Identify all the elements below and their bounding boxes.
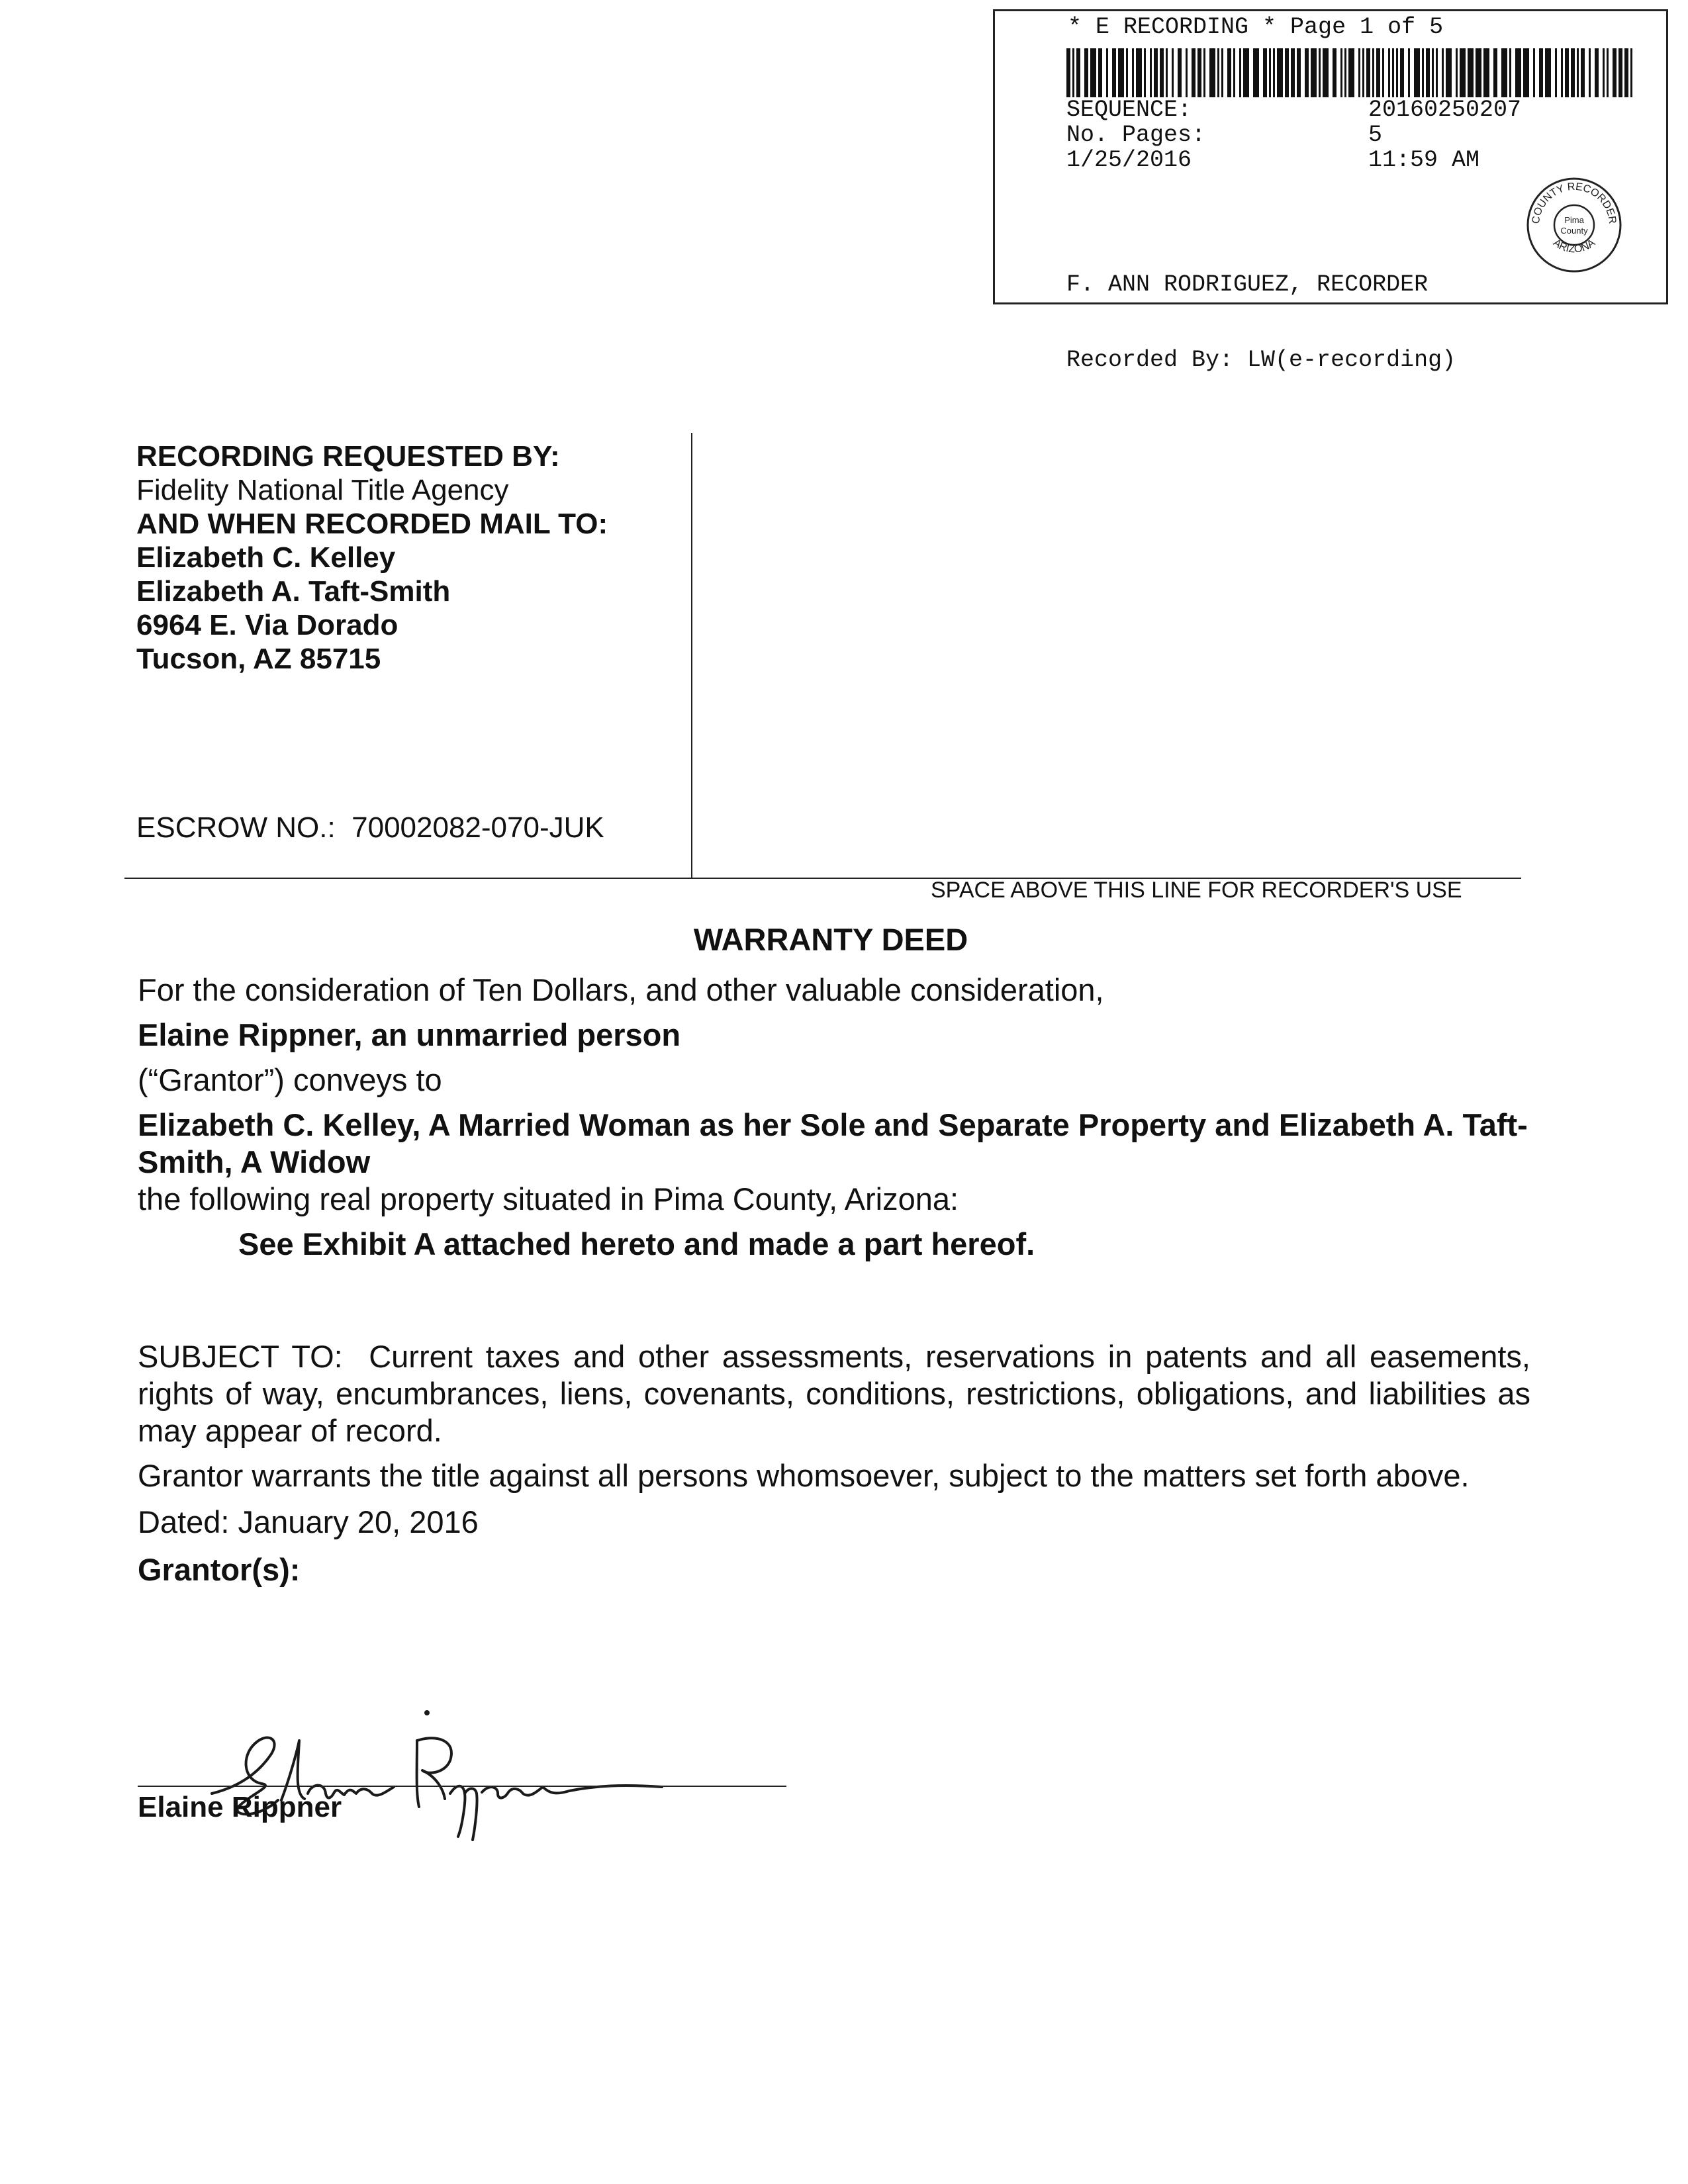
grantor: Elaine Rippner, an unmarried person [138,1017,681,1052]
barcode-bar [1112,48,1116,97]
property-location: the following real property situated in Pima County, Arizona: [138,1181,959,1216]
pages-value: 5 [1368,122,1383,148]
barcode-bar [1376,48,1380,97]
barcode-bar [1154,48,1158,97]
barcode [1066,48,1636,97]
requested-by: Fidelity National Title Agency [136,474,509,506]
barcode-bar [1150,48,1152,97]
barcode-bar [1456,48,1458,97]
barcode-bar [1565,48,1569,97]
county-seal-icon [1524,175,1624,275]
barcode-bar [1106,48,1108,97]
barcode-bar [1603,48,1605,97]
barcode-bar [1515,48,1521,97]
barcode-bar [1468,48,1474,97]
record-time: 11:59 AM [1368,147,1480,173]
barcode-bar [1388,48,1390,97]
recorder-stamp [993,9,1668,373]
barcode-bar [1372,48,1374,97]
barcode-bar [1311,48,1317,97]
barcode-bar [1197,48,1201,97]
barcode-bar [1595,48,1599,97]
barcode-bar [1217,48,1219,97]
barcode-bar [1362,48,1364,97]
barcode-bar [1408,48,1410,97]
mail-to-line: 6964 E. Via Dorado [136,609,399,641]
barcode-bar [1209,48,1215,97]
barcode-bar [1442,48,1444,97]
barcode-bar [1066,48,1070,97]
barcode-bar [1192,48,1196,97]
barcode-bar [1422,48,1424,97]
barcode-bar [1263,48,1267,97]
barcode-bar [1618,48,1622,97]
pages-label: No. Pages: [1066,122,1206,148]
barcode-bar [1446,48,1452,97]
barcode-bar [1396,48,1398,97]
barcode-bar [1323,48,1329,97]
conveys: (“Grantor”) conveys to [138,1062,442,1097]
barcode-bar [1358,48,1360,97]
barcode-bar [1305,48,1309,97]
barcode-bar [1090,48,1096,97]
barcode-bar [1414,48,1420,97]
mail-to-line: Elizabeth A. Taft-Smith [136,575,451,608]
barcode-bar [1539,48,1543,97]
svg-text:ARIZONA [1551,237,1597,255]
barcode-bar [1277,48,1283,97]
barcode-bar [1509,48,1511,97]
barcode-bar [1166,48,1168,97]
barcode-bar [1493,48,1497,97]
barcode-bar [1382,48,1384,97]
barcode-bar [1400,48,1404,97]
barcode-bar [1221,48,1223,97]
barcode-bar [1426,48,1430,97]
barcode-bar [1348,48,1354,97]
barcode-bar [1624,48,1628,97]
barcode-bar [1132,48,1134,97]
barcode-bar [1340,48,1342,97]
mail-to-line: Elizabeth C. Kelley [136,541,396,574]
signer-name: Elaine Rippner [138,1791,342,1823]
record-date: 1/25/2016 [1066,147,1192,173]
barcode-bar [1186,48,1188,97]
barcode-bar [1136,48,1142,97]
requested-by-label: RECORDING REQUESTED BY: [136,440,560,473]
barcode-bar [1233,48,1235,97]
barcode-bar [1545,48,1551,97]
recorded-by: Recorded By: LW(e-recording) [1066,347,1456,373]
barcode-bar [1285,48,1289,97]
barcode-bar [1269,48,1271,97]
barcode-bar [1577,48,1579,97]
exhibit-reference: See Exhibit A attached hereto and made a part hereof. [238,1226,1035,1261]
barcode-bar [1098,48,1102,97]
barcode-bar [1561,48,1563,97]
barcode-bar [1126,48,1128,97]
barcode-bar [1555,48,1557,97]
barcode-bar [1581,48,1585,97]
subject-to: SUBJECT TO: Current taxes and other assessments, reservations in patents and all easements, rights of way, encumbrances, liens, covenants, conditions, restrictions, obligations, and liabilities as may appear of record. [138,1339,1540,1448]
signature-line [138,1786,786,1787]
sequence-value: 20160250207 [1368,97,1522,123]
barcode-bar [1476,48,1481,97]
barcode-bar [1227,48,1231,97]
barcode-bar [1076,48,1080,97]
barcode-bar [1533,48,1535,97]
space-above-note: SPACE ABOVE THIS LINE FOR RECORDER'S USE [931,878,1462,903]
mail-to-line: Tucson, AZ 85715 [136,643,381,675]
recorder-name: F. ANN RODRIGUEZ, RECORDER [1066,271,1429,298]
seal-bottom-text: ARIZONA [1551,237,1597,255]
barcode-bar [1239,48,1241,97]
grantors-label: Grantor(s): [138,1552,301,1587]
barcode-bar [1319,48,1321,97]
deed-body [138,972,1540,1588]
header-divider-vertical [691,433,692,878]
barcode-bar [1253,48,1259,97]
barcode-bar [1392,48,1394,97]
barcode-bar [1501,48,1507,97]
barcode-bar [1523,48,1529,97]
seal-center-text-1: Pima [1564,215,1584,225]
barcode-bar [1344,48,1346,97]
barcode-bar [1084,48,1088,97]
barcode-bar [1571,48,1575,97]
barcode-bar [1460,48,1466,97]
barcode-bar [1630,48,1632,97]
barcode-bar [1203,48,1205,97]
warranty-clause: Grantor warrants the title against all persons whomsoever, subject to the matters set forth above. [138,1458,1470,1493]
barcode-bar [1613,48,1617,97]
barcode-bar [1072,48,1074,97]
barcode-bar [1243,48,1249,97]
seal-center-text-2: County [1560,226,1588,236]
consideration: For the consideration of Ten Dollars, and other valuable consideration, [138,972,1104,1007]
dated: Dated: January 20, 2016 [138,1504,479,1539]
sequence-label: SEQUENCE: [1066,97,1192,123]
seal-top-text: COUNTY RECORDER [1530,181,1618,225]
stamp-header: * E RECORDING * Page 1 of 5 [1068,14,1444,40]
barcode-bar [1333,48,1336,97]
barcode-bar [1291,48,1295,97]
barcode-bar [1273,48,1275,97]
deed-title: WARRANTY DEED [693,922,968,957]
barcode-bar [1144,48,1146,97]
barcode-bar [1483,48,1489,97]
barcode-bar [1297,48,1301,97]
barcode-bar [1366,48,1370,97]
barcode-bar [1178,48,1182,97]
grantee: Elizabeth C. Kelley, A Married Woman as her Sole and Separate Property and Elizabeth A. Taft-Smith, A Widow [138,1107,1528,1179]
barcode-bar [1118,48,1124,97]
barcode-bar [1436,48,1438,97]
escrow-number: ESCROW NO.: 70002082-070-JUK [136,811,604,844]
barcode-bar [1172,48,1174,97]
barcode-bar [1607,48,1609,97]
mailing-block [136,439,608,676]
barcode-bar [1589,48,1591,97]
barcode-bar [1160,48,1164,97]
barcode-bar [1432,48,1434,97]
mail-to-label: AND WHEN RECORDED MAIL TO: [136,508,608,540]
